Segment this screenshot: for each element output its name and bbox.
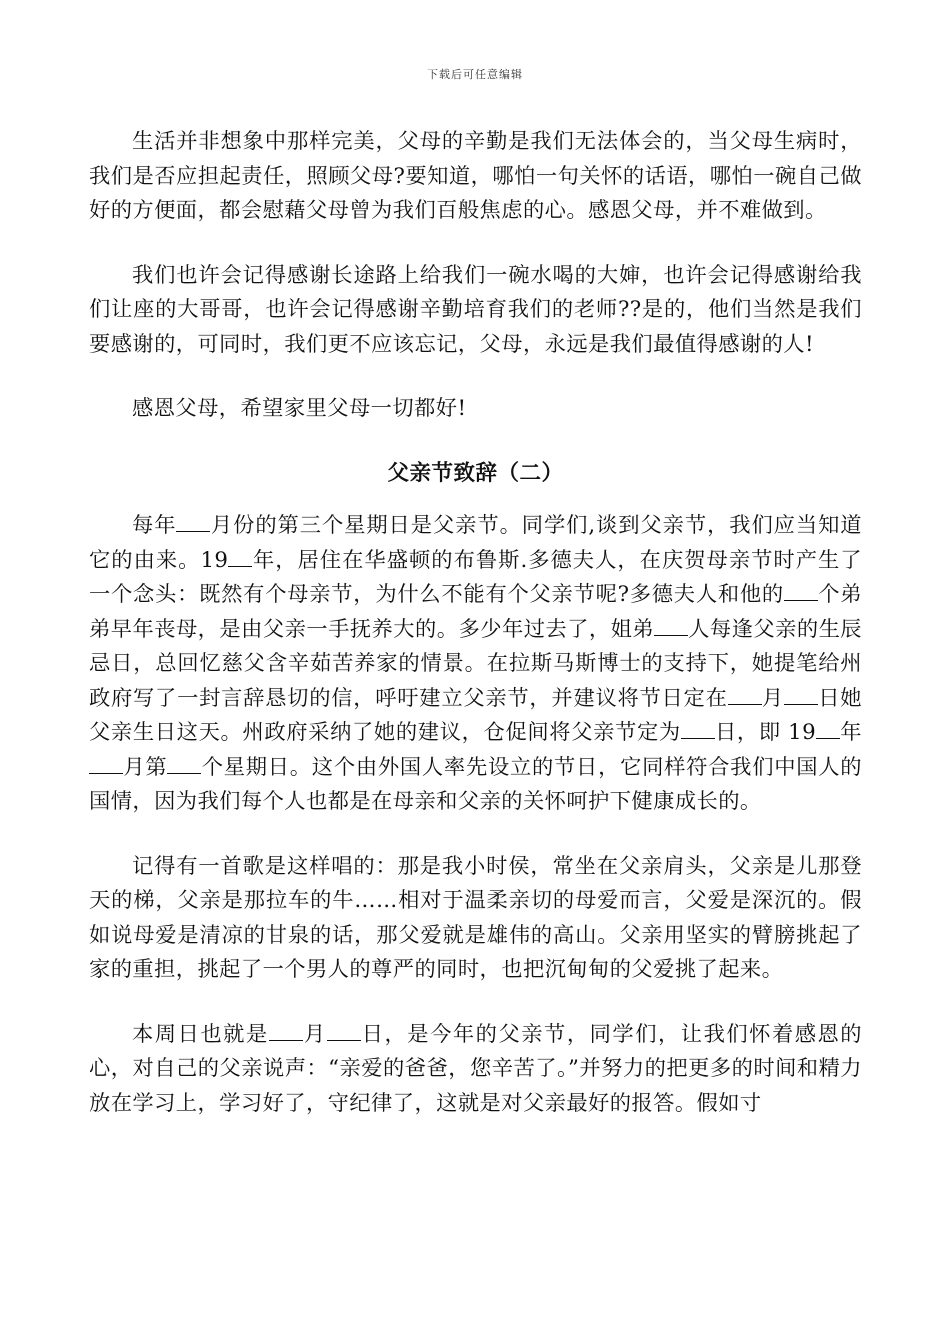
text-segment: 个弟弟早年丧母，是由父亲一手抚养大的。多少年过去了，姐弟 [89,582,862,642]
fill-in-blank [816,718,840,739]
fill-in-blank [728,683,762,704]
text-segment: 日，即 19 [714,720,817,745]
fill-in-blank [681,718,715,739]
paragraph-gap [89,491,862,509]
text-segment: 月 [302,1021,327,1047]
paragraph-gap [89,820,862,850]
fill-in-blank [228,545,252,566]
paragraph-remember-thanks: 我们也许会记得感谢长途路上给我们一碗水喝的大婶，也许会记得感谢给我们让座的大哥哥，也许会记得感谢辛勤培育我们的老师??是的，他们当然是我们要感谢的，可同时，我们更不应该忘记，父母，永远是我们最值得感谢的人! [89,262,862,357]
text-segment: 月第 [123,754,168,780]
text-segment: 月份的第三个星期日是父亲节。同学们,谈到父亲节，我们应当知道它的由来。19 [89,513,862,573]
paragraph-gratitude-parents: 生活并非想象中那样完美，父母的辛勤是我们无法体会的，当父母生病时，我们是否应担起责任，照顾父母?要知道，哪怕一句关怀的话语，哪怕一碗自己做好的方便面，都会慰藉父母曾为我们百般焦虑的心。感恩父母，并不难做到。 [89,129,862,223]
paragraph-gap [89,229,862,259]
fill-in-blank [327,1019,361,1040]
fill-in-blank [784,580,818,601]
text-segment: 本周日也就是 [132,1021,269,1047]
document-body [89,125,862,1121]
text-segment: 每年 [132,513,177,538]
fill-in-blank [269,1019,303,1040]
text-segment: 日，是今年的父亲节，同学们，让我们怀着感恩的心，对自己的父亲说声：“亲爱的爸爸，您辛苦了。”并努力的把更多的时间和精力放在学习上，学习好了，守纪律了，这就是对父亲最好的报答。假如寸 [89,1021,863,1116]
fill-in-blank [176,511,210,532]
paragraph-gap [89,427,862,457]
paragraph-fathers-day-origin [89,509,862,820]
fill-in-blank [654,614,688,635]
text-segment: 年 [840,720,862,745]
page-header: 下载后可任意编辑 [427,68,523,81]
paragraph-gap [89,988,862,1018]
fill-in-blank [167,752,201,773]
paragraph-wish-parents: 感恩父母，希望家里父母一切都好! [132,396,467,421]
paragraph-gap [89,362,862,392]
paragraph-this-sunday [89,1018,862,1122]
fill-in-blank [89,752,123,773]
fill-in-blank [784,683,818,704]
text-segment: 年，居住在华盛顿的布鲁斯.多德夫人，在庆贺母亲节时产生了一个念头：既然有个母亲节，为什么不能有个父亲节呢?多德夫人和他的 [89,547,862,607]
text-segment: 月 [761,685,784,711]
text-segment: 个星期日。这个由外国人率先设立的节日，它同样符合我们中国人的国情，因为我们每个人也都是在母亲和父亲的关怀呵护下健康成长的。 [89,754,862,814]
text-segment: 日她父亲生日这天。州政府采纳了她的建议，仓促间将父亲节定为 [89,685,862,745]
section-title: 父亲节致辞（二） [387,460,564,486]
paragraph-fathers-love: 记得有一首歌是这样唱的：那是我小时侯，常坐在父亲肩头，父亲是儿那登天的梯，父亲是那拉车的牛……相对于温柔亲切的母爱而言，父爱是深沉的。假如说母爱是清凉的甘泉的话，那父爱就是雄伟的高山。父亲用坚实的臂膀挑起了家的重担，挑起了一个男人的尊严的同时，也把沉甸甸的父爱挑了起来。 [89,853,862,982]
text-segment: 人每逢父亲的生辰忌日，总回忆慈父含辛茹苦养家的情景。在拉斯马斯博士的支持下，她提笔给州政府写了一封言辞恳切的信，呼吁建立父亲节，并建议将节日定在 [89,616,863,711]
